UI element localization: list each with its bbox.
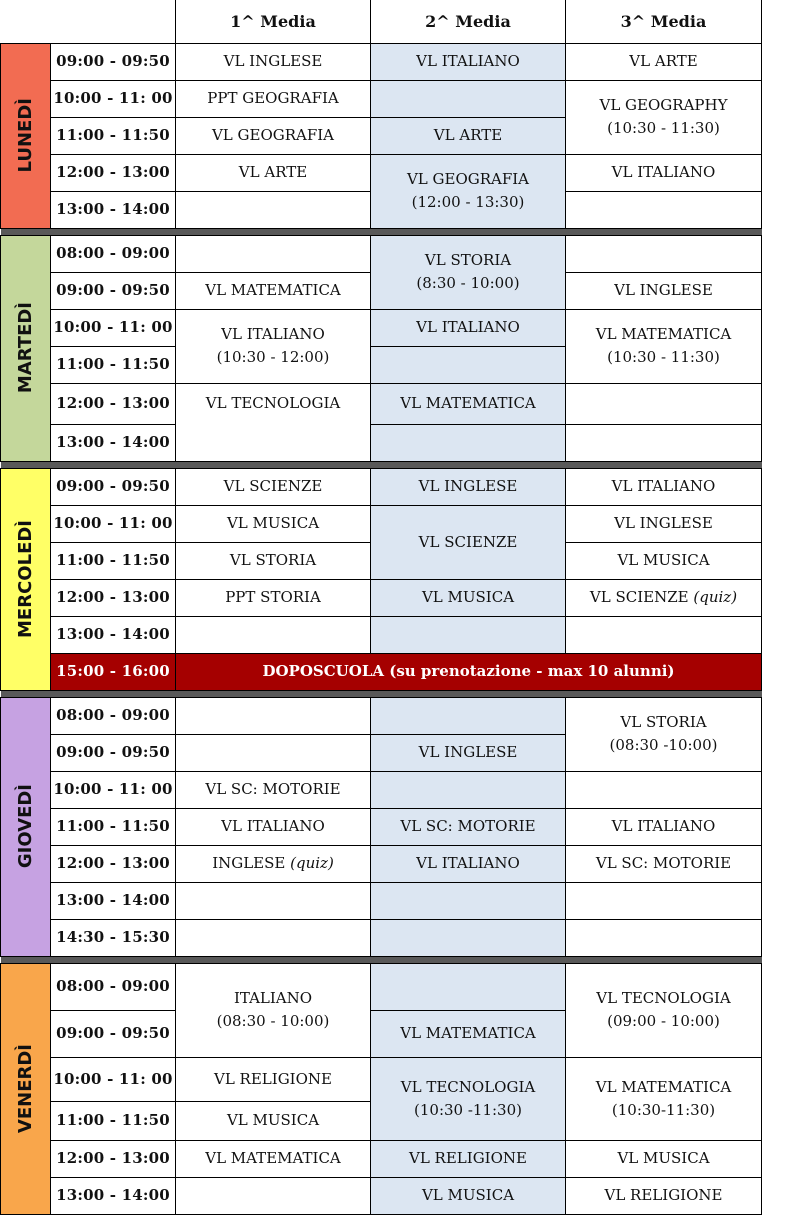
time-slot: 12:00 - 13:00 <box>51 845 176 882</box>
lesson-cell: VL ARTE <box>176 154 371 191</box>
time-slot: 13:00 - 14:00 <box>51 191 176 228</box>
lesson-title: VL TECNOLOGIA <box>596 989 731 1007</box>
lesson-cell: VL MATEMATICA <box>176 1140 371 1177</box>
lesson-cell: VL MATEMATICA <box>371 1010 566 1057</box>
lesson-cell: VL MATEMATICA <box>371 383 566 424</box>
empty-cell <box>566 424 762 461</box>
lesson-cell: VL SCIENZE <box>371 505 566 579</box>
time-slot: 11:00 - 11:50 <box>51 1101 176 1140</box>
day-separator <box>1 228 762 235</box>
lesson-title: VL TECNOLOGIA <box>400 1077 536 1096</box>
lesson-title: VL GEOGRAFIA <box>406 170 530 188</box>
time-slot: 11:00 - 11:50 <box>51 346 176 383</box>
empty-cell <box>566 882 762 919</box>
lesson-cell <box>176 845 371 882</box>
time-slot: 10:00 - 11: 00 <box>51 505 176 542</box>
lesson-cell: PPT GEOGRAFIA <box>176 80 371 117</box>
day-separator <box>1 956 762 963</box>
lesson-cell: VL ITALIANO <box>566 154 762 191</box>
lesson-cell: VL ITALIANO <box>176 808 371 845</box>
lesson-time: (10:30 -11:30) <box>414 1100 522 1119</box>
lesson-time: (10:30 - 11:30) <box>607 348 720 366</box>
day-separator <box>1 690 762 697</box>
lesson-cell: VL STORIA <box>176 542 371 579</box>
lesson-cell: VL SC: MOTORIE <box>566 845 762 882</box>
time-slot: 13:00 - 14:00 <box>51 1177 176 1214</box>
lesson-cell: VL MUSICA <box>566 542 762 579</box>
lesson-cell <box>371 235 566 309</box>
lesson-cell: VL MUSICA <box>371 579 566 616</box>
time-slot: 08:00 - 09:00 <box>51 235 176 272</box>
lesson-cell: VL ARTE <box>371 117 566 154</box>
empty-cell <box>176 616 371 653</box>
column-header-3-media: 3^ Media <box>566 0 762 43</box>
time-slot: 11:00 - 11:50 <box>51 808 176 845</box>
lesson-title: VL MATEMATICA <box>595 325 732 343</box>
day-label-venerdi: VENERDÌ <box>15 1043 36 1134</box>
lesson-cell <box>566 80 762 154</box>
lesson-cell: VL MUSICA <box>371 1177 566 1214</box>
lesson-cell <box>566 697 762 771</box>
lesson-cell: VL ARTE <box>566 43 762 80</box>
lesson-cell: VL SC: MOTORIE <box>176 771 371 808</box>
day-label-lunedi: LUNEDÌ <box>15 98 36 173</box>
empty-cell <box>566 383 762 424</box>
lesson-cell: VL ITALIANO <box>566 808 762 845</box>
empty-cell <box>371 80 566 117</box>
lesson-cell <box>371 1057 566 1140</box>
time-slot: 09:00 - 09:50 <box>51 734 176 771</box>
lesson-cell: VL RELIGIONE <box>371 1140 566 1177</box>
lesson-title: VL MATEMATICA <box>595 1077 732 1096</box>
time-slot: 11:00 - 11:50 <box>51 117 176 154</box>
empty-cell <box>371 346 566 383</box>
lesson-cell: VL INGLESE <box>176 43 371 80</box>
day-mercoledi <box>1 468 51 690</box>
time-slot: 10:00 - 11: 00 <box>51 80 176 117</box>
day-label-martedi: MARTEDÌ <box>15 302 36 394</box>
lesson-cell: VL MUSICA <box>566 1140 762 1177</box>
time-slot: 08:00 - 09:00 <box>51 697 176 734</box>
day-lunedi <box>1 43 51 228</box>
time-slot: 13:00 - 14:00 <box>51 882 176 919</box>
time-slot: 12:00 - 13:00 <box>51 579 176 616</box>
lesson-cell: VL ITALIANO <box>371 845 566 882</box>
empty-cell <box>566 616 762 653</box>
time-slot: 09:00 - 09:50 <box>51 272 176 309</box>
time-slot: 12:00 - 13:00 <box>51 154 176 191</box>
day-label-mercoledi: MERCOLEDÌ <box>15 520 36 638</box>
empty-cell <box>566 235 762 272</box>
column-header-1-media: 1^ Media <box>176 0 371 43</box>
day-separator <box>1 461 762 468</box>
column-header-2-media: 2^ Media <box>371 0 566 43</box>
lesson-cell: VL MUSICA <box>176 1101 371 1140</box>
time-slot: 13:00 - 14:00 <box>51 424 176 461</box>
lesson-time: (09:00 - 10:00) <box>607 1012 720 1030</box>
lesson-cell: VL INGLESE <box>566 272 762 309</box>
empty-cell <box>176 882 371 919</box>
time-slot: 10:00 - 11: 00 <box>51 771 176 808</box>
lesson-cell: VL INGLESE <box>566 505 762 542</box>
empty-cell <box>176 1177 371 1214</box>
time-slot: 08:00 - 09:00 <box>51 963 176 1010</box>
lesson-time: (12:00 - 13:30) <box>411 193 525 211</box>
lesson-title: VL STORIA <box>424 251 512 269</box>
lesson-title: VL ITALIANO <box>221 325 325 343</box>
time-slot: 11:00 - 11:50 <box>51 542 176 579</box>
lesson-time: (08:30 - 10:00) <box>216 1012 330 1030</box>
lesson-time: (10:30 - 12:00) <box>216 348 330 366</box>
lesson-title: INGLESE <box>212 854 291 872</box>
lesson-cell: VL RELIGIONE <box>176 1057 371 1101</box>
lesson-cell: VL ITALIANO <box>566 468 762 505</box>
quiz-note: (quiz) <box>290 854 334 872</box>
time-slot: 12:00 - 13:00 <box>51 1140 176 1177</box>
time-slot: 14:30 - 15:30 <box>51 919 176 956</box>
lesson-cell <box>176 963 371 1057</box>
lesson-cell: PPT STORIA <box>176 579 371 616</box>
day-giovedi <box>1 697 51 956</box>
empty-cell <box>566 191 762 228</box>
lesson-title: ITALIANO <box>233 989 313 1007</box>
afterschool-time: 15:00 - 16:00 <box>51 653 176 690</box>
day-label-giovedi: GIOVEDÌ <box>15 784 36 869</box>
lesson-time: (10:30 - 11:30) <box>607 119 720 137</box>
lesson-cell: VL MUSICA <box>176 505 371 542</box>
lesson-title: VL GEOGRAPHY <box>599 96 728 114</box>
empty-cell <box>176 697 371 734</box>
lesson-cell: VL TECNOLOGIA <box>176 383 371 461</box>
lesson-cell: VL GEOGRAFIA <box>176 117 371 154</box>
empty-cell <box>176 734 371 771</box>
lesson-cell: VL RELIGIONE <box>566 1177 762 1214</box>
empty-cell <box>176 919 371 956</box>
lesson-cell <box>566 1057 762 1140</box>
lesson-time: (8:30 - 10:00) <box>416 274 520 292</box>
empty-cell <box>371 919 566 956</box>
day-martedi <box>1 235 51 461</box>
day-venerdi <box>1 963 51 1214</box>
lesson-cell: VL ITALIANO <box>371 309 566 346</box>
empty-cell <box>176 235 371 272</box>
lesson-cell <box>566 579 762 616</box>
lesson-cell: VL MATEMATICA <box>176 272 371 309</box>
lesson-title: VL STORIA <box>620 713 707 731</box>
lesson-time: (10:30-11:30) <box>611 1100 716 1119</box>
empty-cell <box>566 771 762 808</box>
time-slot: 13:00 - 14:00 <box>51 616 176 653</box>
time-slot: 12:00 - 13:00 <box>51 383 176 424</box>
empty-cell <box>371 424 566 461</box>
time-slot: 09:00 - 09:50 <box>51 468 176 505</box>
lesson-cell <box>566 963 762 1057</box>
quiz-note: (quiz) <box>693 588 738 606</box>
time-slot: 09:00 - 09:50 <box>51 1010 176 1057</box>
time-slot: 09:00 - 09:50 <box>51 43 176 80</box>
empty-cell <box>176 191 371 228</box>
time-slot: 10:00 - 11: 00 <box>51 1057 176 1101</box>
lesson-title: VL SCIENZE <box>589 588 694 606</box>
empty-cell <box>566 919 762 956</box>
empty-cell <box>371 771 566 808</box>
empty-cell <box>371 697 566 734</box>
empty-cell <box>371 963 566 1010</box>
lesson-cell: VL SCIENZE <box>176 468 371 505</box>
corner-cell <box>1 0 176 43</box>
time-slot: 10:00 - 11: 00 <box>51 309 176 346</box>
lesson-cell: VL INGLESE <box>371 468 566 505</box>
lesson-cell <box>176 309 371 383</box>
afterschool-banner: DOPOSCUOLA (su prenotazione - max 10 alunni) <box>176 653 762 690</box>
lesson-cell: VL SC: MOTORIE <box>371 808 566 845</box>
empty-cell <box>371 882 566 919</box>
lesson-cell: VL ITALIANO <box>371 43 566 80</box>
lesson-cell <box>371 154 566 228</box>
lesson-cell <box>566 309 762 383</box>
lesson-time: (08:30 -10:00) <box>609 736 718 754</box>
lesson-cell: VL INGLESE <box>371 734 566 771</box>
empty-cell <box>371 616 566 653</box>
